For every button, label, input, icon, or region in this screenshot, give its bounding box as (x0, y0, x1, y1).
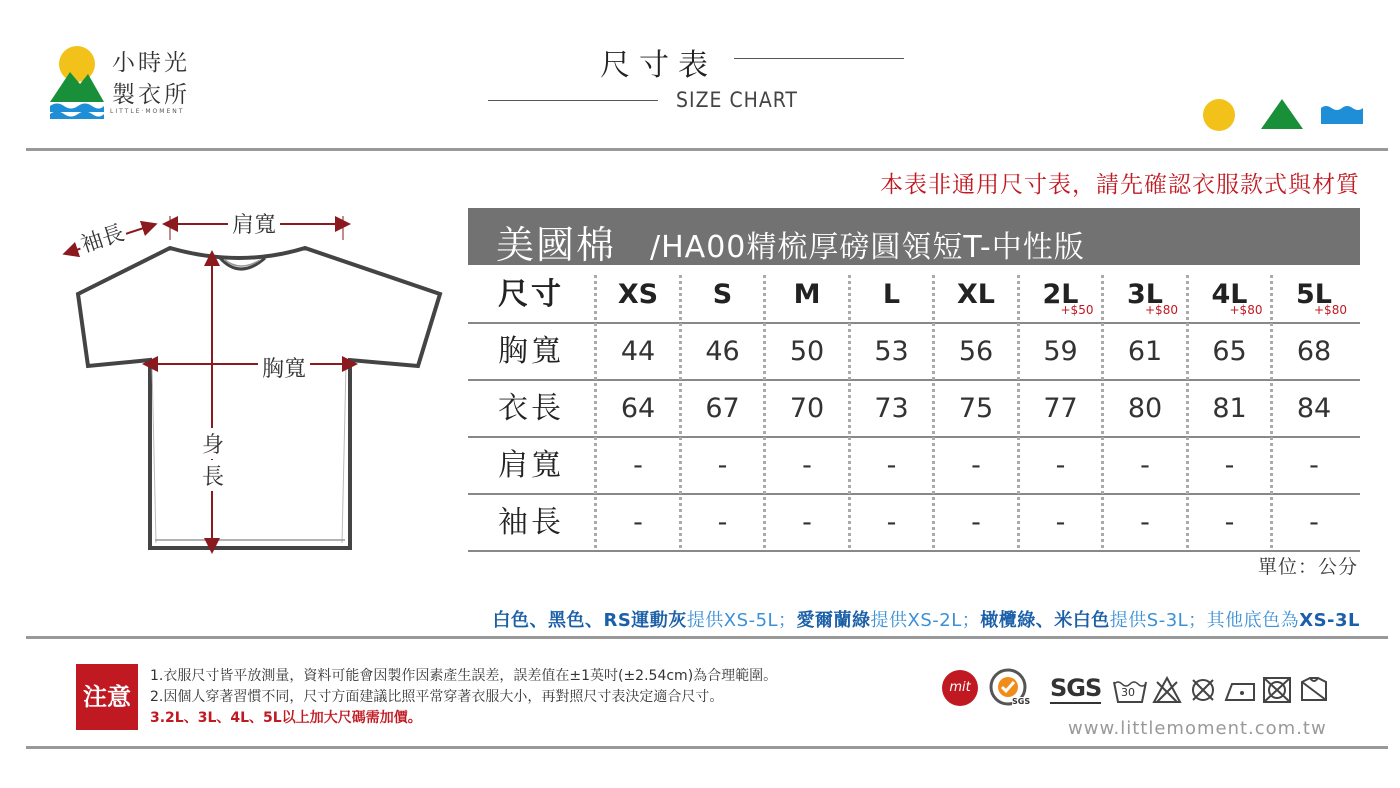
size-surcharge: +$80 (1229, 303, 1263, 317)
colors-group1: 白色、黑色、RS運動灰 (492, 610, 687, 631)
title-rule-right (734, 58, 904, 59)
table-cell: - (971, 507, 981, 538)
table-cell: 73 (874, 393, 909, 424)
table-cell: 80 (1127, 393, 1163, 424)
note-line2: 2.因個人穿著習慣不同，尺寸方面建議比照平常穿著衣服大小，再對照尺寸表決定適合尺寸。 (150, 689, 724, 705)
table-row-label: 袖長 (498, 505, 564, 540)
table-cell: 84 (1296, 393, 1332, 424)
size-surcharge: +$50 (1060, 303, 1094, 317)
table-row (468, 381, 1360, 438)
size-surcharge: +$80 (1145, 303, 1178, 317)
wash-temp-label: 30 (1121, 686, 1135, 699)
table-cell: - (971, 450, 981, 481)
sun-icon (1203, 99, 1235, 131)
unit-label: 單位：公分 (1257, 556, 1358, 578)
table-cell: 56 (958, 336, 994, 367)
table-column-separator (763, 275, 766, 548)
table-cell: - (1055, 507, 1066, 538)
table-cell: - (886, 450, 897, 481)
table-title-main: 美國棉 (496, 223, 617, 267)
table-column-separator (679, 275, 682, 548)
size-header-cell: 5L (1296, 279, 1332, 310)
table-column-separator (848, 275, 851, 548)
table-cell: 65 (1212, 336, 1247, 367)
table-column-separator (1270, 275, 1273, 548)
table-column-separator (1101, 275, 1104, 548)
size-header-cell: L (882, 279, 901, 310)
table-cell: - (802, 450, 812, 481)
header-divider (26, 148, 1388, 151)
table-cell: - (1224, 507, 1235, 538)
diagram-label-body2: 長 (200, 460, 226, 491)
size-header-cell: 3L (1127, 279, 1163, 310)
diagram-label-sleeve: 袖長 (74, 215, 129, 259)
table-cell: 67 (705, 393, 740, 424)
table-cell: 46 (705, 336, 740, 367)
page-title-en: SIZE CHART (676, 88, 798, 112)
tshirt-diagram (50, 198, 450, 558)
notice-text: 本表非通用尺寸表，請先確認衣服款式與材質 (880, 172, 1360, 198)
table-cell: 81 (1212, 393, 1247, 424)
brand-name-line1: 小時光 (112, 50, 190, 76)
no-bleach-icon (1152, 676, 1182, 704)
colors-group3: 橄欖綠、米白色 (980, 610, 1110, 631)
size-header-cell: M (793, 279, 821, 310)
diagram-label-body1: 身 (200, 428, 226, 459)
middle-divider (26, 636, 1388, 639)
table-cell: - (1309, 507, 1319, 538)
table-cell: 70 (789, 393, 825, 424)
table-row (468, 495, 1360, 552)
colors-range4: XS-3L (1299, 610, 1360, 631)
table-column-separator (1017, 275, 1020, 548)
table-title-bar (468, 208, 1360, 265)
table-cell: 75 (958, 393, 994, 424)
table-header-row (468, 267, 1360, 324)
table-cell: 61 (1127, 336, 1163, 367)
no-tumble-dry-icon (1188, 676, 1218, 704)
sgs-logo-icon: SGS (1050, 674, 1102, 702)
diagram-label-chest: 胸寬 (258, 352, 310, 383)
table-row (468, 324, 1360, 381)
table-title-sub: /HA00精梳厚磅圓領短T-中性版 (650, 230, 1085, 265)
table-row (468, 438, 1360, 495)
table-cell: - (717, 450, 728, 481)
mit-icon: mit (942, 670, 978, 706)
colors-range1: 提供XS-5L； (686, 610, 797, 631)
size-header-cell: XL (956, 279, 996, 310)
table-row-label: 衣長 (498, 391, 564, 426)
table-cell: 44 (620, 336, 656, 367)
table-column-separator (1186, 275, 1189, 548)
table-cell: 59 (1043, 336, 1078, 367)
table-row-label: 肩寬 (498, 448, 564, 483)
table-cell: 64 (620, 393, 656, 424)
table-column-separator (594, 275, 597, 548)
table-cell: - (717, 507, 728, 538)
iron-icon (1222, 678, 1258, 704)
table-cell: 53 (874, 336, 909, 367)
table-cell: - (1140, 450, 1150, 481)
table-cell: - (1309, 450, 1319, 481)
table-column-separator (932, 275, 935, 548)
hang-dry-icon (1298, 674, 1330, 704)
table-cell: - (1140, 507, 1150, 538)
brand-logo-icon (48, 42, 106, 120)
table-cell: - (1055, 450, 1066, 481)
table-cell: 50 (789, 336, 825, 367)
table-cell: - (802, 507, 812, 538)
note-line3: 3.2L、3L、4L、5L以上加大尺碼需加價。 (150, 710, 422, 726)
no-dryclean-icon (1262, 676, 1292, 704)
sgs-badge-label: SGS (1012, 697, 1031, 706)
table-cell: - (633, 450, 643, 481)
mountain-icon (1261, 99, 1303, 129)
diagram-label-shoulder: 肩寬 (228, 208, 280, 239)
colors-range2: 提供XS-2L； (870, 610, 981, 631)
color-availability (492, 606, 1360, 632)
size-header-cell: 4L (1211, 279, 1248, 310)
table-cell: - (886, 507, 897, 538)
note-text (150, 666, 777, 729)
title-rule-left (488, 100, 658, 101)
footer-divider (26, 746, 1388, 749)
note-badge: 注意 (76, 664, 138, 730)
table-header-label: 尺寸 (498, 277, 564, 312)
table-cell: - (1224, 450, 1235, 481)
note-line1: 1.衣服尺寸皆平放測量，資料可能會因製作因素產生誤差，誤差值在±1英吋(±2.54cm)為合理範圍。 (150, 668, 778, 684)
size-header-cell: XS (617, 279, 659, 310)
table-cell: 68 (1296, 336, 1332, 367)
colors-range3: 提供S-3L；其他底色為 (1109, 610, 1300, 631)
brand-name-line2: 製衣所 (112, 82, 190, 108)
table-cell: - (633, 507, 643, 538)
colors-group2: 愛爾蘭綠 (796, 610, 871, 631)
table-row-label: 胸寬 (498, 334, 564, 369)
size-header-cell: S (712, 279, 733, 310)
brand-sub: LITTLE·MOMENT (110, 108, 185, 115)
size-header-cell: 2L (1042, 279, 1079, 310)
water-icon (1321, 104, 1363, 124)
size-surcharge: +$80 (1314, 303, 1347, 317)
table-cell: 77 (1043, 393, 1078, 424)
page-title-zh: 尺寸表 (600, 48, 717, 83)
website-url: www.littlemoment.com.tw (1068, 718, 1327, 739)
